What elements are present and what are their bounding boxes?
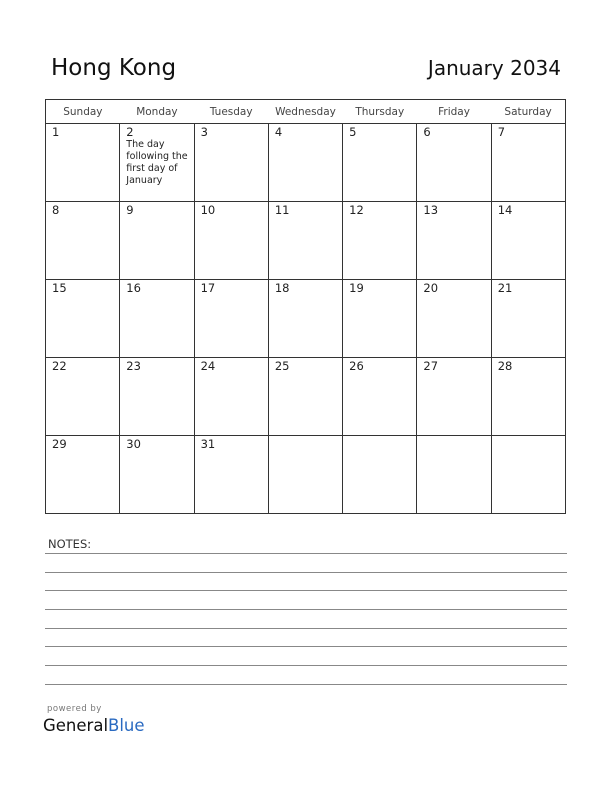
day-cell[interactable] — [343, 436, 417, 514]
day-cell[interactable] — [417, 280, 491, 358]
day-cell[interactable] — [194, 124, 268, 202]
day-cell[interactable] — [120, 124, 194, 202]
day-cell[interactable] — [417, 202, 491, 280]
day-cell[interactable] — [46, 436, 120, 514]
note-line — [45, 628, 567, 629]
day-number: 18 — [274, 281, 290, 295]
weekday-header-row — [46, 100, 566, 124]
day-cell[interactable] — [491, 280, 565, 358]
day-cell[interactable] — [268, 280, 342, 358]
brand-blue: Blue — [108, 716, 145, 735]
day-number: 21 — [497, 281, 513, 295]
day-number: 26 — [349, 359, 364, 373]
notes-label: NOTES: — [48, 537, 92, 551]
note-line — [45, 684, 567, 685]
weekday-header: Saturday — [491, 100, 565, 124]
day-number: 31 — [200, 437, 216, 451]
day-number: 22 — [52, 359, 67, 373]
day-number: 15 — [52, 281, 67, 295]
day-number: 10 — [200, 203, 216, 217]
day-number: 3 — [200, 125, 208, 139]
day-cell[interactable] — [194, 280, 268, 358]
month-year-title: January 2034 — [427, 56, 561, 80]
week-row — [46, 436, 566, 514]
day-cell[interactable] — [491, 358, 565, 436]
day-number: 1 — [52, 125, 60, 139]
day-number: 7 — [497, 125, 506, 139]
day-cell[interactable] — [417, 358, 491, 436]
day-cell[interactable] — [343, 124, 417, 202]
day-number: 5 — [349, 125, 357, 139]
day-number: 23 — [126, 359, 141, 373]
note-line — [45, 553, 567, 554]
note-line — [45, 609, 567, 610]
weekday-header: Sunday — [46, 100, 120, 124]
day-number: 20 — [423, 281, 439, 295]
day-cell[interactable] — [46, 280, 120, 358]
day-number: 19 — [349, 281, 364, 295]
note-line — [45, 572, 567, 573]
day-cell[interactable] — [491, 202, 565, 280]
day-cell[interactable] — [268, 202, 342, 280]
week-row — [46, 280, 566, 358]
calendar-grid — [45, 99, 566, 514]
day-number: 6 — [423, 125, 431, 139]
day-cell[interactable] — [194, 202, 268, 280]
day-cell[interactable] — [343, 280, 417, 358]
day-number: 4 — [274, 125, 283, 139]
day-number: 14 — [497, 203, 513, 217]
weekday-header: Friday — [417, 100, 491, 124]
day-cell[interactable] — [268, 436, 342, 514]
day-number: 29 — [52, 437, 67, 451]
day-cell[interactable] — [120, 436, 194, 514]
day-number: 17 — [200, 281, 216, 295]
weekday-header: Tuesday — [194, 100, 268, 124]
day-cell[interactable] — [417, 436, 491, 514]
week-row — [46, 202, 566, 280]
week-row — [46, 124, 566, 202]
day-cell[interactable] — [417, 124, 491, 202]
day-number: 27 — [423, 359, 439, 373]
holiday-label: The day following the first day of January — [126, 139, 188, 186]
country-title: Hong Kong — [51, 55, 177, 81]
note-line — [45, 646, 567, 647]
day-cell[interactable] — [268, 124, 342, 202]
day-cell[interactable] — [194, 436, 268, 514]
day-cell[interactable] — [120, 280, 194, 358]
day-number: 2 — [126, 125, 134, 139]
day-cell[interactable] — [343, 202, 417, 280]
day-cell[interactable] — [46, 358, 120, 436]
day-number: 12 — [349, 203, 364, 217]
generalblue-logo — [43, 716, 145, 735]
day-number: 24 — [200, 359, 216, 373]
note-line — [45, 590, 567, 591]
day-cell[interactable] — [120, 358, 194, 436]
day-number: 8 — [52, 203, 60, 217]
day-number: 16 — [126, 281, 141, 295]
weekday-header: Monday — [120, 100, 194, 124]
day-cell[interactable] — [46, 202, 120, 280]
day-number: 11 — [274, 203, 290, 217]
day-cell[interactable] — [491, 436, 565, 514]
day-cell[interactable] — [343, 358, 417, 436]
powered-by-text: powered by — [47, 704, 102, 714]
day-number: 25 — [274, 359, 290, 373]
day-cell[interactable] — [194, 358, 268, 436]
day-cell[interactable] — [46, 124, 120, 202]
brand-general: General — [43, 716, 109, 735]
weekday-header: Wednesday — [268, 100, 342, 124]
day-number: 9 — [126, 203, 134, 217]
day-number: 30 — [126, 437, 141, 451]
day-number: 28 — [497, 359, 513, 373]
day-number: 13 — [423, 203, 439, 217]
day-cell[interactable] — [491, 124, 565, 202]
weekday-header: Thursday — [343, 100, 417, 124]
week-row — [46, 358, 566, 436]
day-cell[interactable] — [268, 358, 342, 436]
day-cell[interactable] — [120, 202, 194, 280]
note-line — [45, 665, 567, 666]
